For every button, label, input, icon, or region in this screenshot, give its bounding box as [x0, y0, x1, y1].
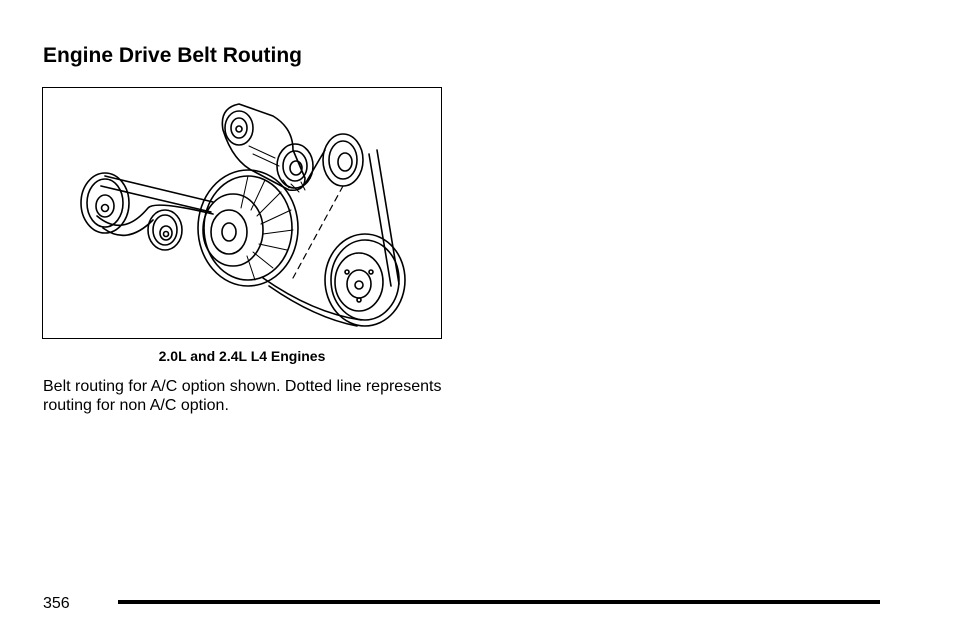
figure-caption: 2.0L and 2.4L L4 Engines — [158, 348, 326, 364]
body-paragraph: Belt routing for A/C option shown. Dotted line represents routing for non A/C option. — [43, 378, 442, 414]
footer-rule — [118, 600, 880, 604]
belt-routing-figure — [42, 87, 442, 339]
page-title: Engine Drive Belt Routing — [43, 44, 303, 67]
belt-routing-diagram-icon — [43, 88, 440, 337]
page-number: 356 — [43, 595, 70, 612]
